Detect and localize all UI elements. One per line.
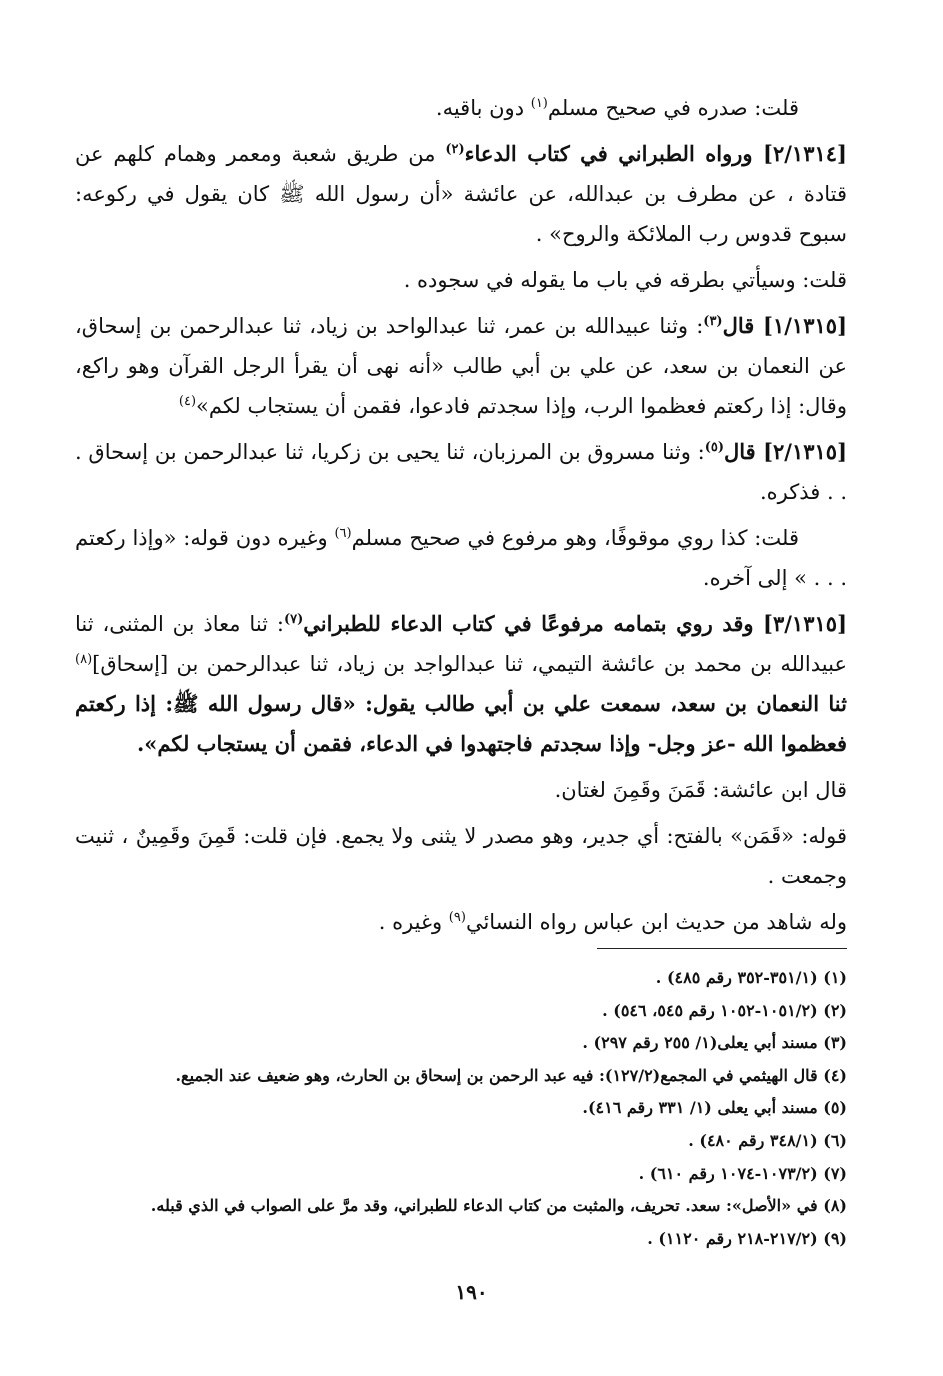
footnote-ref[interactable]: (٦) bbox=[334, 526, 352, 541]
text: : وثنا مسروق بن المرزبان، ثنا يحيى بن زكريا، ثنا عبدالرحمن بن إسحاق . . . فذكره. bbox=[75, 440, 847, 504]
footnote-ref[interactable]: (٣) bbox=[703, 314, 723, 329]
footnote-9: (٩) (٢١٧/٢-٢١٨ رقم ١١٢٠) . bbox=[647, 1228, 847, 1248]
footnote-ref[interactable]: (٢) bbox=[445, 142, 465, 157]
bold-text: وقد روي بتمامه مرفوعًا في كتاب الدعاء للطبراني bbox=[303, 611, 764, 636]
footnote-6: (٦) (٣٤٨/١ رقم ٤٨٠) . bbox=[688, 1130, 847, 1150]
footnote-1: (١) (٣٥١/١-٣٥٢ رقم ٤٨٥) . bbox=[655, 968, 847, 987]
page-number: ١٩٠ bbox=[455, 1280, 488, 1304]
paragraph-hadith-1315-1 bbox=[75, 306, 847, 426]
footnote-ref[interactable]: (٤) bbox=[178, 394, 197, 409]
footnote-ref[interactable]: (٥) bbox=[704, 440, 724, 455]
text: قلت: كذا روي موقوفًا، وهو مرفوع في صحيح مسلم bbox=[351, 526, 799, 550]
hadith-number: [٣/١٣١٥] bbox=[763, 611, 847, 636]
footnote-2: (٢) (١٠٥١/٢-١٠٥٢ رقم ٥٤٥، ٥٤٦) . bbox=[602, 1000, 847, 1020]
bold-text: ورواه الطبراني في كتاب الدعاء bbox=[464, 141, 764, 166]
bold-text: قال bbox=[723, 439, 764, 464]
text: دون باقيه. bbox=[435, 96, 531, 120]
footnote-4: (٤) قال الهيثمي في المجمع(١٢٧/٢): فيه عبد الرحمن بن إسحاق بن الحارث، وهو ضعيف عند الجميع. bbox=[175, 1065, 847, 1085]
footnote-5: (٥) مسند أبي يعلى (١/ ٣٣١ رقم ٤١٦). bbox=[582, 1098, 847, 1118]
footnote-separator bbox=[597, 948, 847, 949]
text: وغيره دون قوله: «وإذا ركعتم . . . » إلى آخره. bbox=[75, 526, 847, 590]
footnote-ref[interactable]: (٨) bbox=[75, 652, 93, 667]
paragraph-3: قلت: وسيأتي بطرقه في باب ما يقوله في سجوده . bbox=[403, 268, 847, 292]
footnote-8: (٨) في «الأصل»: سعد. تحريف، والمثبت من كتاب الدعاء للطبراني، وقد مرَّ على الصواب في الذي قبله. bbox=[150, 1196, 847, 1216]
text: ثنا النعمان بن سعد، سمعت علي بن أبي طالب يقول: «قال رسول الله ﷺ: إذا ركعتم فعظموا الله -عز وجل- وإذا سجدتم فاجتهدوا في الدعاء، فقمن أن يستجاب لكم». bbox=[75, 691, 847, 756]
paragraph-hadith-1315-3 bbox=[75, 604, 847, 764]
main-text bbox=[75, 88, 847, 948]
bold-text: قال bbox=[722, 313, 764, 338]
paragraph-1 bbox=[75, 88, 847, 128]
hadith-number: [١/١٣١٥] bbox=[763, 313, 847, 338]
paragraph-9: قوله: «قَمَن» بالفتح: أي جدير، وهو مصدر لا يثنى ولا يجمع. فإن قلت: قَمِنَ وقَمِينٌ ، ثنيت وجمعت . bbox=[75, 824, 847, 888]
hadith-number: [٢/١٣١٤] bbox=[763, 141, 847, 166]
text: وله شاهد من حديث ابن عباس رواه النسائي bbox=[465, 910, 847, 934]
text: : وثنا عبيدالله بن عمر، ثنا عبدالواحد بن زياد، ثنا عبدالرحمن بن إسحاق، عن النعمان بن سعد، عن علي بن أبي طالب «أنه نهى أن يقرأ الرجل القرآن وهو راكع، وقال: إذا ركعتم فعظموا الرب، وإذا سجدتم فادعوا، فقمن أن يستجاب لكم» bbox=[75, 314, 847, 418]
text: وغيره . bbox=[378, 910, 449, 934]
text: من طريق شعبة ومعمر وهمام كلهم عن قتادة ، عن مطرف بن عبدالله، عن عائشة «أن رسول الله ﷺ كان يقول في ركوعه: سبوح قدوس رب الملائكة والروح» . bbox=[75, 142, 847, 246]
paragraph-hadith-1314-2 bbox=[75, 134, 847, 254]
footnotes-list bbox=[80, 962, 847, 1255]
footnote-ref[interactable]: (٧) bbox=[283, 612, 304, 627]
footnote-3: (٣) مسند أبي يعلى(١/ ٢٥٥ رقم ٢٩٧) . bbox=[582, 1033, 847, 1053]
paragraph-8: قال ابن عائشة: قَمَنَ وقَمِنَ لغتان. bbox=[554, 778, 847, 802]
footnote-7: (٧) (١٠٧٣/٢-١٠٧٤ رقم ٦١٠) . bbox=[638, 1163, 847, 1183]
paragraph-hadith-1315-2 bbox=[75, 432, 847, 512]
hadith-number: [٢/١٣١٥] bbox=[763, 439, 848, 464]
paragraph-10 bbox=[75, 902, 847, 942]
paragraph-6 bbox=[75, 518, 847, 598]
footnote-ref[interactable]: (١) bbox=[530, 96, 548, 111]
text: : ثنا معاذ بن المثنى، ثنا عبيدالله بن محمد بن عائشة التيمي، ثنا عبدالواجد بن زياد، ثنا عبدالرحمن بن [إسحاق] bbox=[75, 612, 847, 676]
text: قلت: صدره في صحيح مسلم bbox=[547, 96, 799, 120]
footnote-ref[interactable]: (٩) bbox=[448, 910, 466, 925]
